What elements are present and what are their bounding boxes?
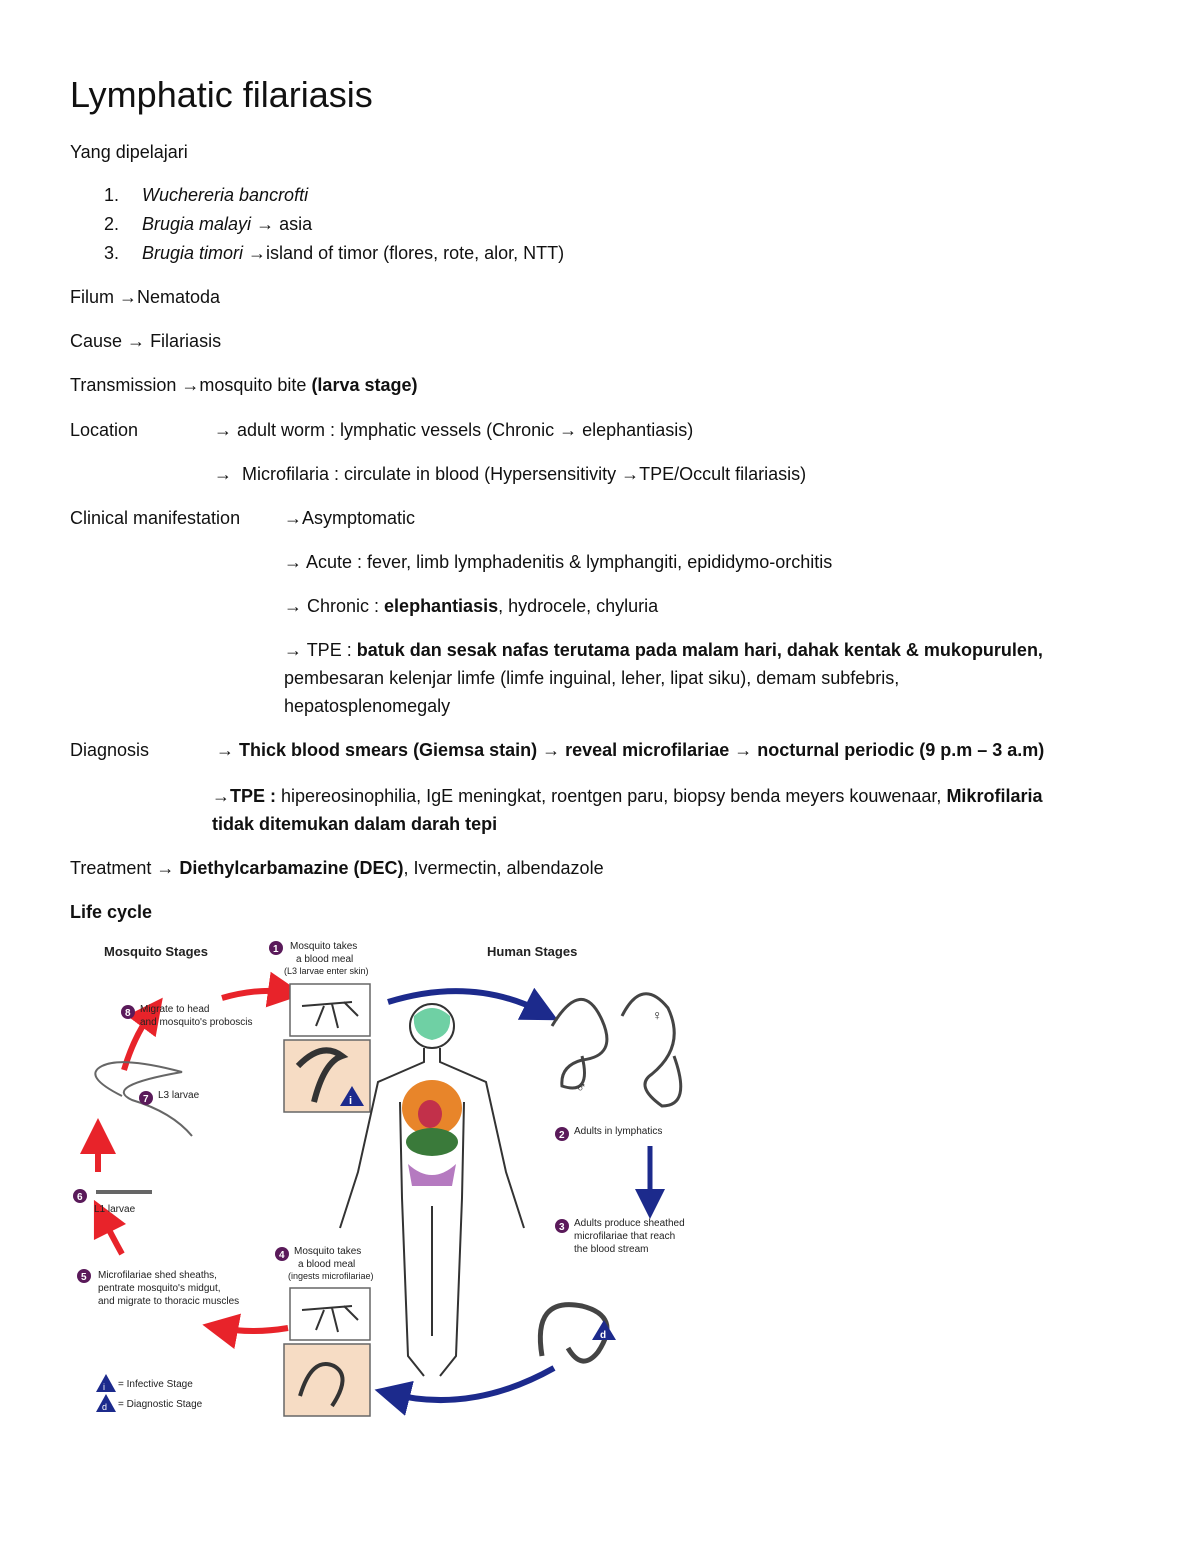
arrow-icon: →: [127, 331, 146, 351]
list-item: 2. Brugia malayi → asia: [104, 214, 313, 234]
blue-arrow: [388, 991, 542, 1012]
arrow-icon: →: [214, 420, 232, 440]
svg-text:= Infective Stage: = Infective Stage: [118, 1379, 193, 1390]
svg-text:Migrate to head: Migrate to head: [140, 1004, 210, 1015]
arrow-icon: →: [212, 786, 230, 806]
clinical-acute: → Acute : fever, limb lymphadenitis & lymphangiti, epididymo-orchitis: [284, 552, 833, 572]
filum-line: Filum →Nematoda: [70, 287, 221, 307]
svg-text:and mosquito's proboscis: and mosquito's proboscis: [140, 1017, 253, 1028]
svg-text:1: 1: [273, 944, 279, 955]
location-label: Location: [70, 420, 139, 440]
arrow-icon: →: [181, 375, 200, 395]
red-arrow: [220, 1328, 288, 1331]
arrow-icon: →: [256, 214, 275, 234]
lifecycle-diagram: [62, 936, 722, 1426]
page-title: Lymphatic filariasis: [70, 74, 373, 115]
liver-shape: [406, 1128, 458, 1156]
svg-text:L3 larvae: L3 larvae: [158, 1090, 200, 1101]
arrow-icon: →: [621, 464, 640, 484]
clinical-asymptomatic: →Asymptomatic: [284, 508, 416, 528]
svg-text:a blood meal: a blood meal: [298, 1259, 356, 1270]
svg-text:2: 2: [559, 1130, 565, 1141]
legend: [96, 1374, 203, 1412]
infective-legend-icon: [96, 1374, 116, 1392]
svg-text:Adults in lymphatics: Adults in lymphatics: [574, 1126, 663, 1137]
svg-text:Adults produce sheathed: Adults produce sheathed: [574, 1218, 685, 1229]
arrow-icon: →: [284, 640, 302, 660]
arrow-icon: →: [542, 740, 561, 760]
female-symbol: ♀: [652, 1007, 663, 1023]
red-arrow: [102, 1216, 122, 1254]
cause-line: Cause → Filariasis: [70, 331, 222, 351]
mosquito-box: [290, 1288, 370, 1340]
arrow-icon: →: [248, 243, 267, 263]
location-line-1: → adult worm : lymphatic vessels (Chronic → elephantiasis): [214, 420, 694, 440]
heart-shape: [418, 1100, 442, 1128]
red-arrow: [222, 991, 286, 998]
svg-text:7: 7: [143, 1094, 149, 1105]
svg-text:(ingests microfilariae): (ingests microfilariae): [288, 1271, 374, 1281]
blue-arrow: [392, 1368, 554, 1400]
arrow-icon: →: [284, 508, 302, 528]
arrow-icon: →: [214, 464, 232, 484]
clinical-tpe-line2: pembesaran kelenjar limfe (limfe inguinal, leher, lipat siku), demam subfebris,: [284, 668, 900, 688]
arrow-icon: →: [156, 858, 175, 878]
svg-text:the blood stream: the blood stream: [574, 1244, 649, 1255]
diagnosis-tpe: →TPE : hipereosinophilia, IgE meningkat, roentgen paru, biopsy benda meyers kouwenaar, Mikrofilaria: [212, 786, 1043, 806]
svg-text:and migrate to thoracic muscle: and migrate to thoracic muscles: [98, 1296, 240, 1307]
svg-text:Microfilariae shed sheaths,: Microfilariae shed sheaths,: [98, 1270, 217, 1281]
svg-text:(L3 larvae enter skin): (L3 larvae enter skin): [284, 966, 369, 976]
svg-text:d: d: [600, 1330, 607, 1341]
svg-text:5: 5: [81, 1272, 87, 1283]
svg-text:Mosquito takes: Mosquito takes: [290, 941, 358, 952]
diagnosis-tpe-line2: tidak ditemukan dalam darah tepi: [212, 814, 498, 834]
mosquito-box: [290, 984, 370, 1036]
arrow-icon: →: [559, 420, 578, 440]
svg-text:4: 4: [279, 1250, 285, 1261]
svg-text:microfilariae that reach: microfilariae that reach: [574, 1231, 676, 1242]
arrow-icon: →: [284, 552, 302, 572]
gut-shape: [408, 1164, 456, 1186]
arrow-icon: →: [216, 740, 234, 760]
lifecycle-heading: Life cycle: [70, 902, 153, 922]
treatment-line: Treatment → Diethylcarbamazine (DEC), Ivermectin, albendazole: [70, 858, 604, 878]
location-line-2: → Microfilaria : circulate in blood (Hypersensitivity →TPE/Occult filariasis): [214, 464, 807, 484]
arrow-icon: →: [284, 596, 302, 616]
diagnosis-line-1: → Thick blood smears (Giemsa stain) → reveal microfilariae → nocturnal periodic (9 p.m – 3 a.m): [216, 740, 1045, 760]
larva-box: [284, 1344, 370, 1416]
svg-text:L1 larvae: L1 larvae: [94, 1204, 136, 1215]
clinical-chronic: → Chronic : elephantiasis, hydrocele, chyluria: [284, 596, 659, 616]
svg-text:d: d: [102, 1402, 108, 1412]
clinical-label: Clinical manifestation: [70, 508, 241, 528]
arrow-icon: →: [119, 287, 138, 307]
svg-text:pentrate mosquito's midgut,: pentrate mosquito's midgut,: [98, 1283, 221, 1294]
svg-text:8: 8: [125, 1008, 131, 1019]
svg-text:i: i: [103, 1382, 105, 1392]
clinical-tpe-line3: hepatosplenomegaly: [284, 696, 451, 716]
transmission-line: Transmission →mosquito bite (larva stage): [70, 375, 418, 395]
male-symbol: ♂: [576, 1079, 587, 1095]
svg-text:3: 3: [559, 1222, 565, 1233]
intro-text: Yang dipelajari: [70, 142, 188, 162]
list-item: 3. Brugia timori →island of timor (flores, rote, alor, NTT): [104, 243, 565, 263]
arrow-icon: →: [734, 740, 753, 760]
svg-text:a blood meal: a blood meal: [296, 954, 354, 965]
svg-text:Mosquito takes: Mosquito takes: [294, 1246, 362, 1257]
list-item: 1. Wuchereria bancrofti: [104, 185, 309, 205]
svg-text:i: i: [349, 1095, 353, 1107]
diagnosis-label: Diagnosis: [70, 740, 150, 760]
svg-text:6: 6: [77, 1192, 83, 1203]
clinical-tpe: → TPE : batuk dan sesak nafas terutama pada malam hari, dahak kentak & mukopurulen,: [284, 640, 1043, 660]
male-worm-icon: [552, 999, 607, 1088]
svg-text:= Diagnostic Stage: = Diagnostic Stage: [118, 1399, 203, 1410]
mosquito-stages-label: Mosquito Stages: [104, 944, 209, 959]
human-stages-label: Human Stages: [487, 944, 578, 959]
